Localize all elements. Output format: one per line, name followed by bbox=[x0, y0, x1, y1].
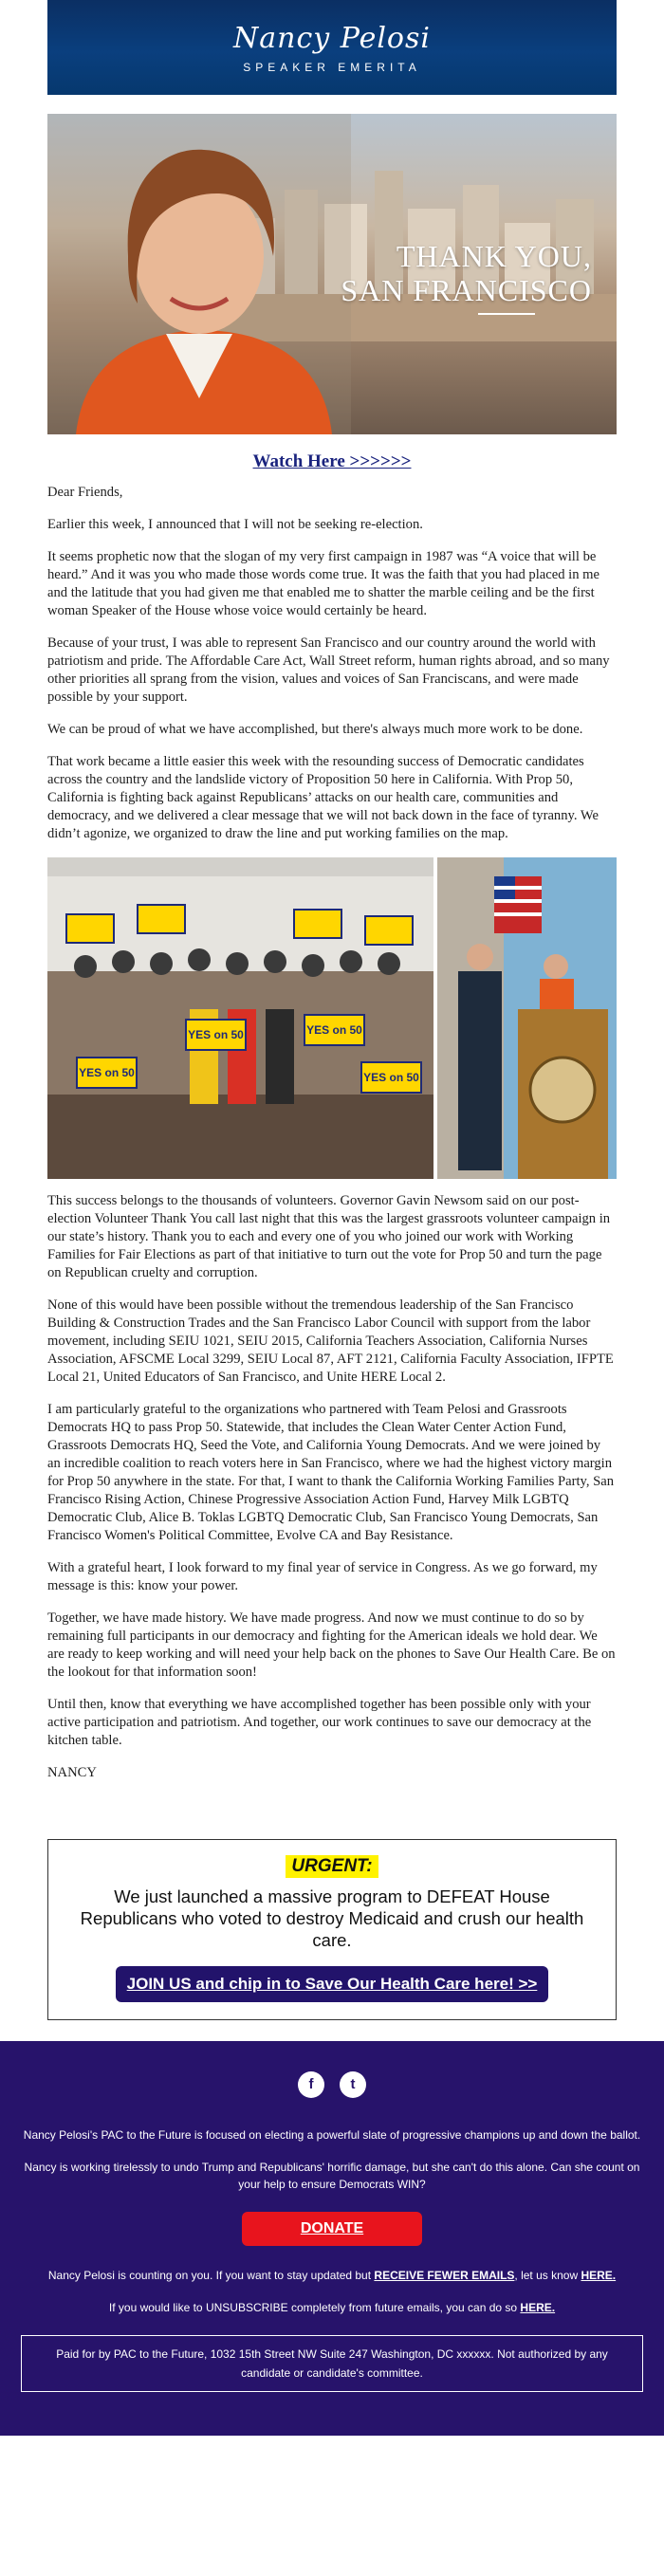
yes-on-50-sign: YES on 50 bbox=[185, 1019, 247, 1051]
social-links bbox=[21, 2071, 643, 2098]
email-header bbox=[47, 0, 617, 95]
photo-row bbox=[47, 857, 617, 1179]
fewer-emails-link[interactable]: RECEIVE FEWER EMAILS bbox=[374, 2269, 515, 2282]
paragraph: That work became a little easier this week with the resounding success of Democratic candidates across the country and the landslide victory of Proposition 50 here in California. With Prop 50, California is fighting back against Republicans’ attacks on our health care, communities and democracy, and we delivered a clear message that we will not back down in the face of tyranny. We didn’t agonize, we organized to draw the line and put working families on the map. bbox=[47, 754, 599, 841]
footer-paragraph: Nancy is working tirelessly to undo Trump and Republicans' horrific damage, but she can't do this alone. Can she count on your help to ensure Democrats WIN? bbox=[24, 2161, 640, 2191]
urgent-tag: URGENT: bbox=[286, 1855, 378, 1878]
footer bbox=[0, 2041, 664, 2436]
paragraph: Because of your trust, I was able to represent San Francisco and our country around the world with patriotism and pride. The Affordable Care Act, Wall Street reform, human rights abroad, and so many other priorities all sprang from the vision, values and voices of San Franciscans, and were made possible by your support. bbox=[47, 635, 610, 705]
save-health-care-button[interactable]: JOIN US and chip in to Save Our Health Care here! >> bbox=[116, 1966, 549, 2002]
hero-divider bbox=[478, 313, 535, 315]
paragraph: I am particularly grateful to the organizations who partnered with Team Pelosi and Grassroots Democrats HQ to pass Prop 50. Statewide, that includes the Clean Water Center Action Fund, Grassroots Democrats HQ, Seed the Vote, and California Young Democrats. And we were joined by an incredible coalition to reach voters here in San Francisco, where we had the highest victory margin for Prop 50 anywhere in the state. For that, I want to thank the California Working Families Party, San Francisco Rising Action, Chinese Progressive Association Action Fund, Harvey Milk LGBTQ Democratic Club, Alice B. Toklas LGBTQ Democratic Club, San Francisco Young Democrats, San Francisco Women's Political Committee, Evolve CA and Bay Resistance. bbox=[47, 1402, 615, 1543]
donate-button[interactable]: DONATE bbox=[242, 2212, 422, 2246]
yes-on-50-sign: YES on 50 bbox=[76, 1057, 138, 1089]
paragraph: With a grateful heart, I look forward to my final year of service in Congress. As we go forward, my message is this: know your power. bbox=[47, 1560, 598, 1593]
signoff: NANCY bbox=[47, 1765, 97, 1780]
unsubscribe-line bbox=[21, 2299, 643, 2316]
paragraph: Together, we have made history. We have made progress. And now we must continue to do so by remaining full participants in our democracy and fighting for the American ideals we hold dear. We are ready to keep working and will need your help back on the phones to Save Our Health Care. Be on the lookout for that information soon! bbox=[47, 1610, 616, 1680]
yes-on-50-sign: YES on 50 bbox=[360, 1061, 422, 1094]
fewer-emails-text-mid: , let us know bbox=[514, 2269, 581, 2282]
volunteers-photo[interactable] bbox=[47, 857, 433, 1179]
paragraph: It seems prophetic now that the slogan of my very first campaign in 1987 was “A voice that will be heard.” And it was you who made those words come true. It was the faith that you had placed in me and the latitude that you had given me that enabled me to shatter the marble ceiling and be the first woman Speaker of the House whose voice would certainly be heard. bbox=[47, 549, 599, 618]
greeting: Dear Friends, bbox=[47, 485, 123, 500]
paragraph: Earlier this week, I announced that I will not be seeking re-election. bbox=[47, 517, 423, 532]
watch-here-link[interactable]: Watch Here >>>>>> bbox=[252, 451, 412, 471]
hero-line-1: THANK YOU, bbox=[396, 239, 592, 273]
fewer-emails-text: Nancy Pelosi is counting on you. If you want to stay updated but bbox=[47, 2269, 375, 2282]
twitter-icon[interactable]: t bbox=[340, 2071, 366, 2098]
podium-photo-illustration bbox=[437, 857, 617, 1179]
fewer-emails-line bbox=[21, 2267, 643, 2284]
hero-headline bbox=[341, 239, 592, 315]
facebook-icon[interactable]: f bbox=[298, 2071, 324, 2098]
letter-body-continued bbox=[47, 1192, 617, 1782]
watch-link-row bbox=[0, 451, 664, 472]
yes-on-50-sign: YES on 50 bbox=[304, 1014, 365, 1046]
unsubscribe-text: If you would like to UNSUBSCRIBE completely from future emails, you can do so bbox=[108, 2301, 521, 2314]
fewer-emails-here-link[interactable]: HERE. bbox=[581, 2269, 617, 2282]
paragraph: We can be proud of what we have accomplished, but there's always much more work to be done. bbox=[47, 722, 583, 737]
urgent-message: We just launched a massive program to DEFEAT House Republicans who voted to destroy Medicaid and crush our health care. bbox=[80, 1886, 584, 1950]
paragraph: This success belongs to the thousands of volunteers. Governor Gavin Newsom said on our post-election Volunteer Thank You call last night that this was the largest grassroots volunteer campaign in our state’s history. Thank you to each and every one of you who joined our work with Working Families for Fair Elections as part of that initiative to turn out the vote for Prop 50 and turn the page on Republican cruelty and corruption. bbox=[47, 1193, 611, 1280]
hero-line-2: SAN FRANCISCO bbox=[341, 273, 592, 307]
paid-for-disclaimer: Paid for by PAC to the Future, 1032 15th Street NW Suite 247 Washington, DC xxxxxx. Not authorized by any candidate or candidate's committee. bbox=[21, 2335, 643, 2392]
header-subtitle: SPEAKER EMERITA bbox=[243, 60, 421, 74]
paragraph: Until then, know that everything we have accomplished together has been possible only with your active participation and patriotism. And together, our work continues to save our democracy at the kitchen table. bbox=[47, 1697, 592, 1748]
urgent-box bbox=[47, 1839, 617, 2020]
hero-image[interactable] bbox=[47, 114, 617, 434]
footer-paragraph: Nancy Pelosi's PAC to the Future is focused on electing a powerful slate of progressive champions up and down the ballot. bbox=[23, 2128, 641, 2142]
portrait-illustration bbox=[47, 114, 351, 434]
signature-logo: Nancy Pelosi bbox=[233, 21, 431, 55]
letter-body bbox=[47, 484, 617, 843]
podium-photo[interactable] bbox=[437, 857, 617, 1179]
paragraph: None of this would have been possible without the tremendous leadership of the San Francisco Building & Construction Trades and the San Francisco Labor Council with support from the labor movement, including SEIU 1021, SEIU 2015, California Teachers Association, California Nurses Association, AFSCME Local 3299, SEIU Local 87, AFT 2121, California Faculty Association, IFPTE Local 21, United Educators of San Francisco, and Unite HERE Local 2. bbox=[47, 1297, 614, 1385]
unsubscribe-link[interactable]: HERE. bbox=[520, 2301, 556, 2314]
